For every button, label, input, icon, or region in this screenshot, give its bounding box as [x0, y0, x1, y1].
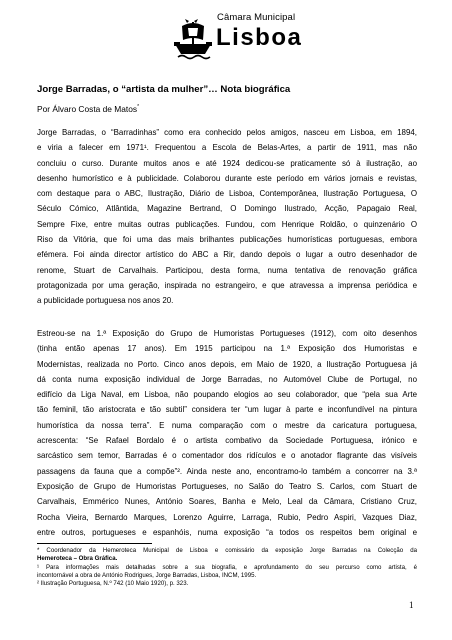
text-line: entre outros, portugueses e espanhóis, numa exposição “a todos os respeitos bem original e — [37, 527, 417, 537]
text-line: Século Cómico, Atlântida, Magazine Bertrand, O Domingo Ilustrado, Acção, Papagaio Real, — [37, 204, 417, 214]
text-line: efémera. Foi ainda director artístico do ABC a Rir, dando depois o lugar a outro desenhador de — [37, 250, 417, 260]
author-line — [37, 104, 139, 114]
text-line: passagens da fauna que a compõe”². Ainda neste ano, encontramo-lo também a concorrer na 3.ª — [37, 466, 417, 476]
text-line: sarcástico sem temor, Barradas é o comentador dos ridículos e o anotador flagrante das visíveis — [37, 451, 417, 461]
text-line: Jorge Barradas, o “Barradinhas” como era conhecido pelos amigos, nasceu em Lisboa, em 1894, — [37, 128, 417, 137]
page-number: 1 — [409, 600, 414, 610]
text-line: com destaque para o ABC, Ilustração, Diário de Lisboa, Contemporânea, Ilustração Portuguesa, O — [37, 189, 417, 199]
cml-logo — [172, 8, 303, 70]
logo-org-top: Câmara Municipal — [217, 12, 296, 23]
text-line: Carvalhais, Emmérico Nunes, António Soares, Banha e Melo, Leal da Câmara, Cristiano Cruz, — [37, 497, 417, 507]
text-line: tão feminil, tão aristocrata e tão subtil” considera ter “um lugar à parte e inconfundível na pintura — [37, 405, 417, 415]
footnote-1-cont: incontornável a obra de António Rodrigues, Jorge Barradas, Lisboa, INCM, 1995. — [37, 572, 257, 579]
text-line: e viria a falecer em 1971¹. Frequentou a Escola de Belas-Artes, a partir de 1911, mas não — [37, 143, 417, 153]
text-line: concluiu o curso. Durante muitos anos e até 1924 dedicou-se praticamente só à ilustração, ao — [37, 158, 417, 168]
text-line: Modernistas, realizada no Porto. Cinco anos depois, em Maio de 1920, a Ilustração Portuguesa já — [37, 359, 417, 369]
ship-logo-icon — [172, 16, 214, 62]
paragraph-2 — [37, 326, 417, 540]
text-line: Sempre Fixe, entre muitas outras publicações. Fundou, com Henrique Roldão, o quinzenário O — [37, 219, 417, 229]
paragraph-1 — [37, 125, 417, 309]
document-title: Jorge Barradas, o “artista da mulher”… Nota biográfica — [37, 84, 291, 95]
text-line: (tinha então apenas 17 anos). Em 1915 participou na 1.ª Exposição dos Humoristas e — [37, 344, 417, 354]
text-line: Exposição de Grupo de Humoristas Portugueses, no Salão do Teatro S. Carlos, com Stuart de — [37, 481, 417, 491]
logo-org-main: Lisboa — [216, 24, 303, 51]
footnote-2: ² Ilustração Portuguesa, N.º 742 (10 Maio 1920), p. 323. — [37, 580, 189, 587]
text-line: Rocha Vieira, Bernardo Marques, Lorenzo Aguirre, Larraga, Rubio, Pedro Aspiri, Vazques Diaz, — [37, 512, 417, 522]
footnote-1: ¹ Para informações mais detalhadas sobre a sua biografia, e aprofundamento do seu percurso como artista, é — [37, 564, 417, 571]
text-line: a publicidade portuguesa nos anos 20. — [37, 296, 174, 306]
text-line: desenho humorístico e à publicidade. Colaborou durante este período em vários jornais e revistas, — [37, 173, 417, 183]
text-line: renome, Stuart de Carvalhais. Participou, desta forma, numa tentativa de renovação gráfica — [37, 265, 417, 275]
text-line: Riso da Vitória, que foi uma das mais brilhantes publicações humorísticas portuguesas, embora — [37, 235, 417, 245]
text-line: edifício da Liga Naval, em Lisboa, não poupando elogios ao seu colaborador, que “pela sua Arte — [37, 390, 417, 400]
footnote-divider — [37, 543, 152, 544]
text-line: humorística da nossa terra”. E numa comparação com o mestre da caricatura portuguesa, — [37, 420, 417, 430]
author-name: Por Álvaro Costa de Matos — [37, 104, 138, 114]
text-line: acrescenta: “Se Rafael Bordalo é o artista combativo da Sociedade Portuguesa, irónico e — [37, 436, 417, 446]
author-note-marker: * — [137, 104, 140, 111]
footnote-author: * Coordenador da Hemeroteca Municipal de Lisboa e comissário da exposição Jorge Barradas na Colecção da — [37, 547, 417, 554]
text-line: dá conta numa exposição individual de Jorge Barradas, no Automóvel Clube de Portugal, no — [37, 374, 417, 384]
text-line: Estreou-se na 1.ª Exposição do Grupo de Humoristas Portugueses (1912), com oito desenhos — [37, 329, 417, 338]
text-line: protagonizada por uma geração, inspirada no estrangeiro, e que atravessa a imprensa periódica e — [37, 280, 417, 290]
footnote-author-cont: Hemeroteca – Obra Gráfica. — [37, 555, 118, 562]
